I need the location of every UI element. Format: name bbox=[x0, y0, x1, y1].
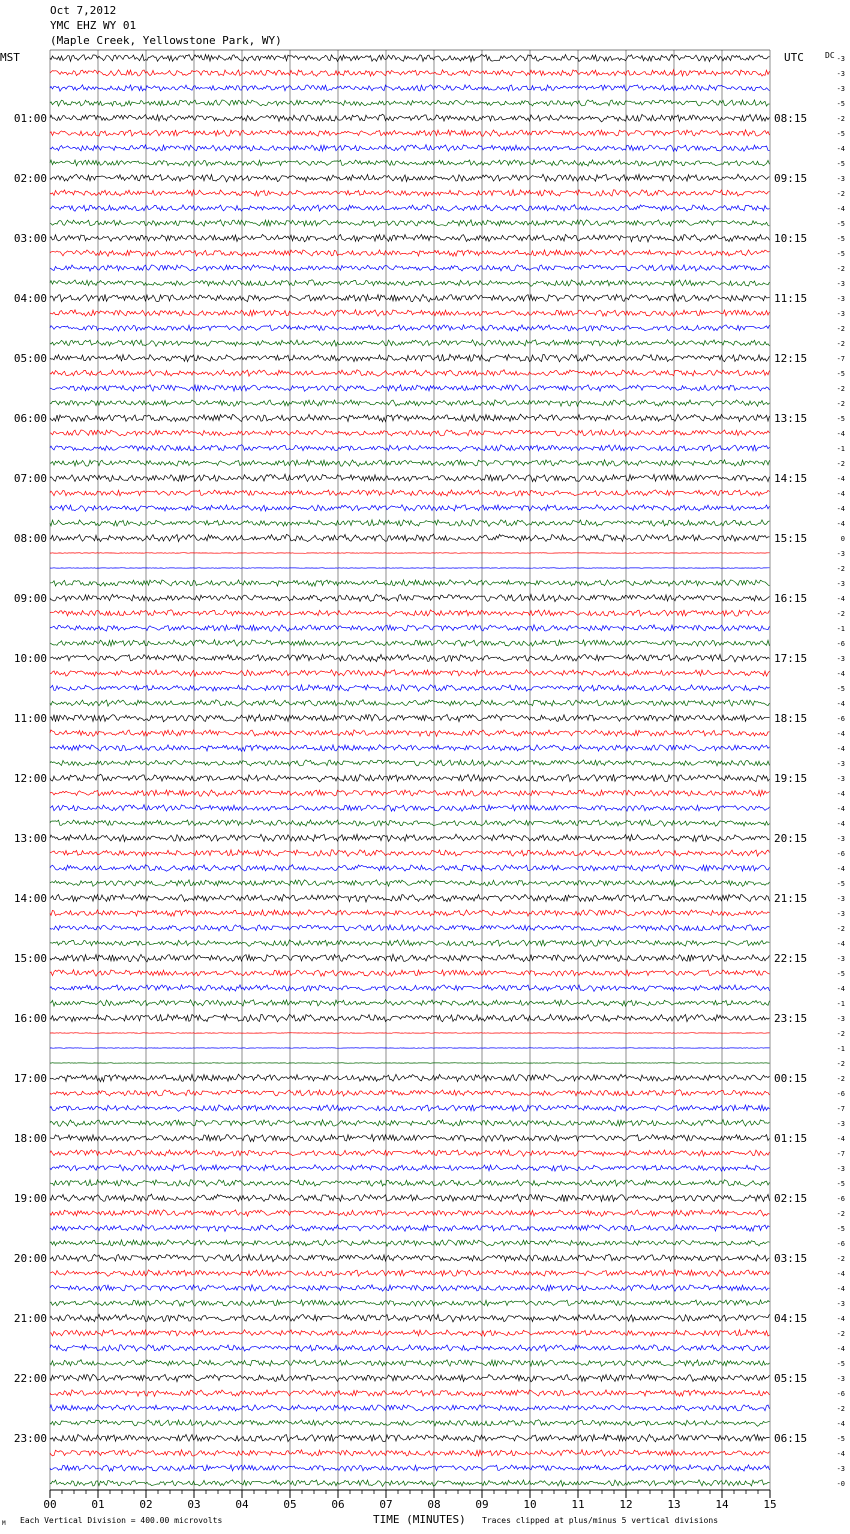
dc-offset-value: -4 bbox=[836, 475, 845, 483]
right-hour-label: 04:15 bbox=[774, 1312, 808, 1325]
dc-offset-value: -4 bbox=[836, 820, 845, 828]
dc-offset-value: -4 bbox=[836, 730, 845, 738]
seismic-trace bbox=[50, 490, 770, 496]
seismic-trace bbox=[50, 820, 770, 827]
mst-label: MST bbox=[0, 51, 20, 64]
x-axis bbox=[43, 1490, 776, 1511]
dc-offset-value: -5 bbox=[836, 1225, 845, 1233]
right-hour-label: 02:15 bbox=[774, 1192, 808, 1205]
seismic-trace bbox=[50, 100, 770, 106]
x-tick-label: 01 bbox=[91, 1498, 105, 1511]
left-hour-label: 17:00 bbox=[13, 1072, 47, 1085]
corner-mark: M bbox=[2, 1520, 6, 1527]
dc-offset-value: -2 bbox=[836, 1060, 845, 1068]
seismic-trace bbox=[50, 310, 770, 317]
vertical-division-note: Each Vertical Division = 400.00 microvolts bbox=[20, 1516, 223, 1525]
seismic-trace bbox=[50, 1314, 770, 1322]
station-label: YMC EHZ WY 01 bbox=[50, 19, 137, 32]
dc-offset-value: -4 bbox=[836, 790, 845, 798]
dc-offset-value: -6 bbox=[836, 715, 845, 723]
right-hour-label: 05:15 bbox=[774, 1372, 808, 1385]
seismic-trace bbox=[50, 654, 770, 662]
dc-offset-value: -3 bbox=[836, 1165, 845, 1173]
seismic-trace bbox=[50, 520, 770, 527]
dc-offset-value: -2 bbox=[836, 1075, 845, 1083]
seismic-trace bbox=[50, 474, 770, 481]
dc-offset-value: -4 bbox=[836, 430, 845, 438]
dc-offset-value: -3 bbox=[836, 85, 845, 93]
x-tick-label: 14 bbox=[715, 1498, 729, 1511]
seismic-trace bbox=[50, 790, 770, 797]
dc-offset-value: -5 bbox=[836, 235, 845, 243]
seismic-trace bbox=[50, 325, 770, 331]
dc-offset-value: -2 bbox=[836, 1405, 845, 1413]
dc-label: DC bbox=[825, 51, 835, 60]
seismic-trace bbox=[50, 1014, 770, 1022]
left-hour-label: 11:00 bbox=[13, 712, 47, 725]
seismic-trace bbox=[50, 640, 770, 647]
dc-offset-value: -5 bbox=[836, 130, 845, 138]
seismic-trace bbox=[50, 54, 770, 61]
seismic-trace bbox=[50, 340, 770, 347]
dc-offset-value: -4 bbox=[836, 145, 845, 153]
left-hour-label: 07:00 bbox=[13, 472, 47, 485]
seismic-trace bbox=[50, 970, 770, 977]
right-hour-label: 14:15 bbox=[774, 472, 808, 485]
dc-offset-value: -2 bbox=[836, 265, 845, 273]
seismic-trace bbox=[50, 460, 770, 467]
date-label: Oct 7,2012 bbox=[50, 4, 117, 17]
seismic-trace bbox=[50, 505, 770, 512]
dc-offset-value: -1 bbox=[836, 1000, 845, 1008]
dc-offset-value: -6 bbox=[836, 850, 845, 858]
left-hour-label: 01:00 bbox=[13, 112, 47, 125]
dc-offset-value: -4 bbox=[836, 1270, 845, 1278]
dc-offset-value: -4 bbox=[836, 520, 845, 528]
clipping-note: Traces clipped at plus/minus 5 vertical divisions bbox=[482, 1516, 719, 1525]
dc-offset-value: -4 bbox=[836, 1285, 845, 1293]
dc-offset-value: -5 bbox=[836, 415, 845, 423]
right-hour-label: 18:15 bbox=[774, 712, 808, 725]
dc-offset-value: -5 bbox=[836, 685, 845, 693]
seismic-trace bbox=[50, 430, 770, 436]
seismic-trace bbox=[50, 1240, 770, 1246]
left-hour-label: 04:00 bbox=[13, 292, 47, 305]
seismic-trace bbox=[50, 145, 770, 152]
dc-offset-value: -2 bbox=[836, 925, 845, 933]
seismic-trace bbox=[50, 670, 770, 676]
seismic-trace bbox=[50, 1165, 770, 1171]
dc-offset-value: -3 bbox=[836, 55, 845, 63]
seismic-trace bbox=[50, 114, 770, 122]
right-hour-label: 00:15 bbox=[774, 1072, 808, 1085]
seismic-trace bbox=[50, 745, 770, 752]
seismic-trace bbox=[50, 1090, 770, 1096]
left-hour-label: 13:00 bbox=[13, 832, 47, 845]
dc-offset-value: -4 bbox=[836, 940, 845, 948]
dc-offset-value: -2 bbox=[836, 1210, 845, 1218]
left-hour-label: 06:00 bbox=[13, 412, 47, 425]
dc-offset-value: -4 bbox=[836, 865, 845, 873]
seismic-trace bbox=[50, 1405, 770, 1411]
seismic-trace bbox=[50, 1450, 770, 1456]
seismic-trace bbox=[50, 714, 770, 721]
left-hour-label: 08:00 bbox=[13, 532, 47, 545]
dc-offset-value: -4 bbox=[836, 985, 845, 993]
seismic-trace bbox=[50, 1135, 770, 1142]
seismic-trace bbox=[50, 1360, 770, 1367]
dc-offset-value: -1 bbox=[836, 445, 845, 453]
dc-offset-value: -2 bbox=[836, 610, 845, 618]
dc-offset-value: 0 bbox=[840, 535, 845, 543]
dc-offset-value: -3 bbox=[836, 1300, 845, 1308]
right-hour-label: 16:15 bbox=[774, 592, 808, 605]
dc-offset-value: -5 bbox=[836, 220, 845, 228]
seismic-trace bbox=[50, 1390, 770, 1397]
right-hour-label: 13:15 bbox=[774, 412, 808, 425]
dc-offset-value: -3 bbox=[836, 910, 845, 918]
dc-offset-value: -2 bbox=[836, 1330, 845, 1338]
seismic-trace bbox=[50, 1150, 770, 1157]
seismic-trace bbox=[50, 894, 770, 902]
left-hour-label: 05:00 bbox=[13, 352, 47, 365]
seismic-trace bbox=[50, 400, 770, 407]
seismic-trace bbox=[50, 534, 770, 542]
right-hour-label: 06:15 bbox=[774, 1432, 808, 1445]
left-hour-label: 18:00 bbox=[13, 1132, 47, 1145]
dc-offset-value: -4 bbox=[836, 205, 845, 213]
dc-offset-value: -7 bbox=[836, 1105, 845, 1113]
seismic-trace bbox=[50, 370, 770, 377]
seismic-trace bbox=[50, 1180, 770, 1187]
dc-offset-value: -3 bbox=[836, 550, 845, 558]
dc-offset-value: -3 bbox=[836, 1120, 845, 1128]
right-hour-label: 11:15 bbox=[774, 292, 808, 305]
seismic-trace bbox=[50, 865, 770, 872]
dc-offset-value: -4 bbox=[836, 1135, 845, 1143]
seismic-trace bbox=[50, 1048, 770, 1049]
dc-offset-value: -5 bbox=[836, 100, 845, 108]
seismic-trace bbox=[50, 265, 770, 271]
dc-offset-value: -5 bbox=[836, 970, 845, 978]
x-tick-label: 04 bbox=[235, 1498, 249, 1511]
seismic-trace bbox=[50, 1210, 770, 1216]
dc-offset-value: -3 bbox=[836, 1465, 845, 1473]
dc-offset-value: -2 bbox=[836, 1030, 845, 1038]
dc-offset-value: -5 bbox=[836, 370, 845, 378]
left-hour-label: 14:00 bbox=[13, 892, 47, 905]
dc-offset-value: -2 bbox=[836, 565, 845, 573]
seismic-trace bbox=[50, 70, 770, 77]
x-tick-label: 05 bbox=[283, 1498, 297, 1511]
dc-offset-value: -2 bbox=[836, 385, 845, 393]
seismic-trace bbox=[50, 1374, 770, 1381]
dc-offset-value: -2 bbox=[836, 190, 845, 198]
seismic-trace bbox=[50, 1300, 770, 1306]
seismic-trace bbox=[50, 940, 770, 947]
x-tick-label: 15 bbox=[763, 1498, 777, 1511]
seismic-trace bbox=[50, 760, 770, 766]
dc-offset-value: -3 bbox=[836, 955, 845, 963]
right-hour-label: 10:15 bbox=[774, 232, 808, 245]
left-hour-label: 19:00 bbox=[13, 1192, 47, 1205]
dc-offset-value: -5 bbox=[836, 250, 845, 258]
right-hour-label: 22:15 bbox=[774, 952, 808, 965]
dc-offset-value: -6 bbox=[836, 1195, 845, 1203]
right-hour-label: 17:15 bbox=[774, 652, 808, 665]
seismic-trace bbox=[50, 774, 770, 782]
dc-offset-value: -4 bbox=[836, 1450, 845, 1458]
left-hour-label: 23:00 bbox=[13, 1432, 47, 1445]
seismic-trace bbox=[50, 250, 770, 257]
seismic-trace bbox=[50, 1225, 770, 1232]
right-hour-label: 12:15 bbox=[774, 352, 808, 365]
seismic-trace bbox=[50, 1120, 770, 1127]
seismic-trace bbox=[50, 280, 770, 287]
dc-offset-value: -2 bbox=[836, 340, 845, 348]
seismic-trace bbox=[50, 1194, 770, 1202]
dc-offset-value: -5 bbox=[836, 880, 845, 888]
dc-offset-value: -2 bbox=[836, 115, 845, 123]
dc-offset-value: -6 bbox=[836, 1090, 845, 1098]
dc-offset-value: -3 bbox=[836, 775, 845, 783]
right-hour-label: 15:15 bbox=[774, 532, 808, 545]
seismic-trace bbox=[50, 1330, 770, 1336]
left-hour-label: 10:00 bbox=[13, 652, 47, 665]
dc-offset-value: -1 bbox=[836, 1045, 845, 1053]
seismic-trace bbox=[50, 414, 770, 422]
seismic-trace bbox=[50, 385, 770, 392]
x-tick-label: 11 bbox=[571, 1498, 585, 1511]
dc-offset-value: -4 bbox=[836, 1315, 845, 1323]
dc-offset-value: -4 bbox=[836, 745, 845, 753]
left-hour-label: 22:00 bbox=[13, 1372, 47, 1385]
right-hour-label: 21:15 bbox=[774, 892, 808, 905]
seismic-trace bbox=[50, 1345, 770, 1352]
dc-offset-value: -3 bbox=[836, 70, 845, 78]
left-hour-label: 03:00 bbox=[13, 232, 47, 245]
seismic-trace bbox=[50, 1480, 770, 1487]
dc-offset-value: -4 bbox=[836, 1345, 845, 1353]
dc-offset-value: -2 bbox=[836, 460, 845, 468]
seismic-trace bbox=[50, 834, 770, 841]
dc-offset-value: -4 bbox=[836, 1420, 845, 1428]
seismic-trace bbox=[50, 910, 770, 917]
seismic-trace bbox=[50, 553, 770, 554]
dc-offset-value: -4 bbox=[836, 490, 845, 498]
seismic-trace bbox=[50, 205, 770, 212]
right-time-labels bbox=[774, 112, 807, 1445]
seismic-trace bbox=[50, 730, 770, 737]
seismic-trace bbox=[50, 610, 770, 617]
dc-offset-value: -6 bbox=[836, 1240, 845, 1248]
seismic-trace bbox=[50, 850, 770, 857]
seismic-trace bbox=[50, 925, 770, 931]
seismic-trace bbox=[50, 354, 770, 362]
dc-offset-value: -2 bbox=[836, 400, 845, 408]
dc-offset-value: -5 bbox=[836, 1360, 845, 1368]
dc-offset-value: -2 bbox=[836, 1255, 845, 1263]
x-tick-label: 10 bbox=[523, 1498, 537, 1511]
location-label: (Maple Creek, Yellowstone Park, WY) bbox=[50, 34, 282, 47]
dc-offset-value: -5 bbox=[836, 160, 845, 168]
seismic-trace bbox=[50, 1254, 770, 1261]
left-hour-label: 20:00 bbox=[13, 1252, 47, 1265]
seismic-trace bbox=[50, 1033, 770, 1034]
seismic-trace bbox=[50, 568, 770, 569]
right-hour-label: 23:15 bbox=[774, 1012, 808, 1025]
trace-group bbox=[50, 54, 770, 1486]
dc-offset-value: -3 bbox=[836, 310, 845, 318]
dc-offset-value: -3 bbox=[836, 835, 845, 843]
seismic-trace bbox=[50, 1105, 770, 1112]
left-time-labels bbox=[14, 112, 47, 1445]
seismic-trace bbox=[50, 1074, 770, 1082]
dc-offset-labels bbox=[837, 55, 845, 1488]
seismic-trace bbox=[50, 985, 770, 992]
dc-offset-value: -3 bbox=[836, 175, 845, 183]
dc-offset-value: -4 bbox=[836, 805, 845, 813]
seismic-trace bbox=[50, 174, 770, 182]
dc-offset-value: -3 bbox=[836, 895, 845, 903]
dc-offset-value: -4 bbox=[836, 700, 845, 708]
left-hour-label: 15:00 bbox=[13, 952, 47, 965]
x-tick-label: 07 bbox=[379, 1498, 393, 1511]
x-tick-label: 08 bbox=[427, 1498, 441, 1511]
seismic-trace bbox=[50, 85, 770, 91]
seismic-trace bbox=[50, 294, 770, 302]
dc-offset-value: -3 bbox=[836, 295, 845, 303]
right-hour-label: 20:15 bbox=[774, 832, 808, 845]
dc-offset-value: -3 bbox=[836, 760, 845, 768]
seismic-trace bbox=[50, 1063, 770, 1064]
left-hour-label: 09:00 bbox=[13, 592, 47, 605]
seismic-trace bbox=[50, 160, 770, 166]
dc-offset-value: -4 bbox=[836, 670, 845, 678]
seismic-trace bbox=[50, 625, 770, 632]
seismic-trace bbox=[50, 1270, 770, 1277]
seismic-trace bbox=[50, 880, 770, 886]
seismic-trace bbox=[50, 580, 770, 587]
right-hour-label: 01:15 bbox=[774, 1132, 808, 1145]
x-tick-label: 02 bbox=[139, 1498, 153, 1511]
x-tick-label: 00 bbox=[43, 1498, 57, 1511]
seismic-trace bbox=[50, 130, 770, 137]
dc-offset-value: -3 bbox=[836, 580, 845, 588]
dc-offset-value: -3 bbox=[836, 655, 845, 663]
dc-offset-value: -5 bbox=[836, 1180, 845, 1188]
right-hour-label: 19:15 bbox=[774, 772, 808, 785]
dc-offset-value: -7 bbox=[836, 355, 845, 363]
dc-offset-value: -2 bbox=[836, 325, 845, 333]
right-hour-label: 09:15 bbox=[774, 172, 808, 185]
x-tick-label: 13 bbox=[667, 1498, 681, 1511]
dc-offset-value: -7 bbox=[836, 1150, 845, 1158]
dc-offset-value: -3 bbox=[836, 1375, 845, 1383]
right-hour-label: 03:15 bbox=[774, 1252, 808, 1265]
left-hour-label: 21:00 bbox=[13, 1312, 47, 1325]
x-tick-label: 06 bbox=[331, 1498, 345, 1511]
right-hour-label: 08:15 bbox=[774, 112, 808, 125]
seismic-trace bbox=[50, 445, 770, 452]
seismic-trace bbox=[50, 1420, 770, 1427]
x-tick-label: 12 bbox=[619, 1498, 633, 1511]
dc-offset-value: -6 bbox=[836, 1390, 845, 1398]
x-tick-label: 09 bbox=[475, 1498, 489, 1511]
seismic-trace bbox=[50, 1000, 770, 1006]
left-hour-label: 16:00 bbox=[13, 1012, 47, 1025]
x-axis-title: TIME (MINUTES) bbox=[373, 1513, 466, 1526]
dc-offset-value: -4 bbox=[836, 505, 845, 513]
dc-offset-value: -3 bbox=[836, 1015, 845, 1023]
seismic-trace bbox=[50, 1465, 770, 1471]
seismic-trace bbox=[50, 594, 770, 601]
left-hour-label: 02:00 bbox=[13, 172, 47, 185]
seismic-trace bbox=[50, 700, 770, 707]
seismic-trace bbox=[50, 1285, 770, 1291]
seismic-trace bbox=[50, 685, 770, 692]
seismic-trace bbox=[50, 1434, 770, 1442]
dc-offset-value: -6 bbox=[836, 640, 845, 648]
seismic-trace bbox=[50, 190, 770, 197]
utc-label: UTC bbox=[784, 51, 804, 64]
seismic-trace bbox=[50, 220, 770, 227]
x-tick-label: 03 bbox=[187, 1498, 201, 1511]
dc-offset-value: -3 bbox=[836, 280, 845, 288]
seismic-trace bbox=[50, 805, 770, 812]
dc-offset-value: -5 bbox=[836, 1435, 845, 1443]
seismic-trace bbox=[50, 954, 770, 962]
dc-offset-value: -1 bbox=[836, 625, 845, 633]
dc-offset-value: -4 bbox=[836, 595, 845, 603]
seismic-trace bbox=[50, 234, 770, 242]
left-hour-label: 12:00 bbox=[13, 772, 47, 785]
dc-offset-value: -0 bbox=[836, 1480, 845, 1488]
